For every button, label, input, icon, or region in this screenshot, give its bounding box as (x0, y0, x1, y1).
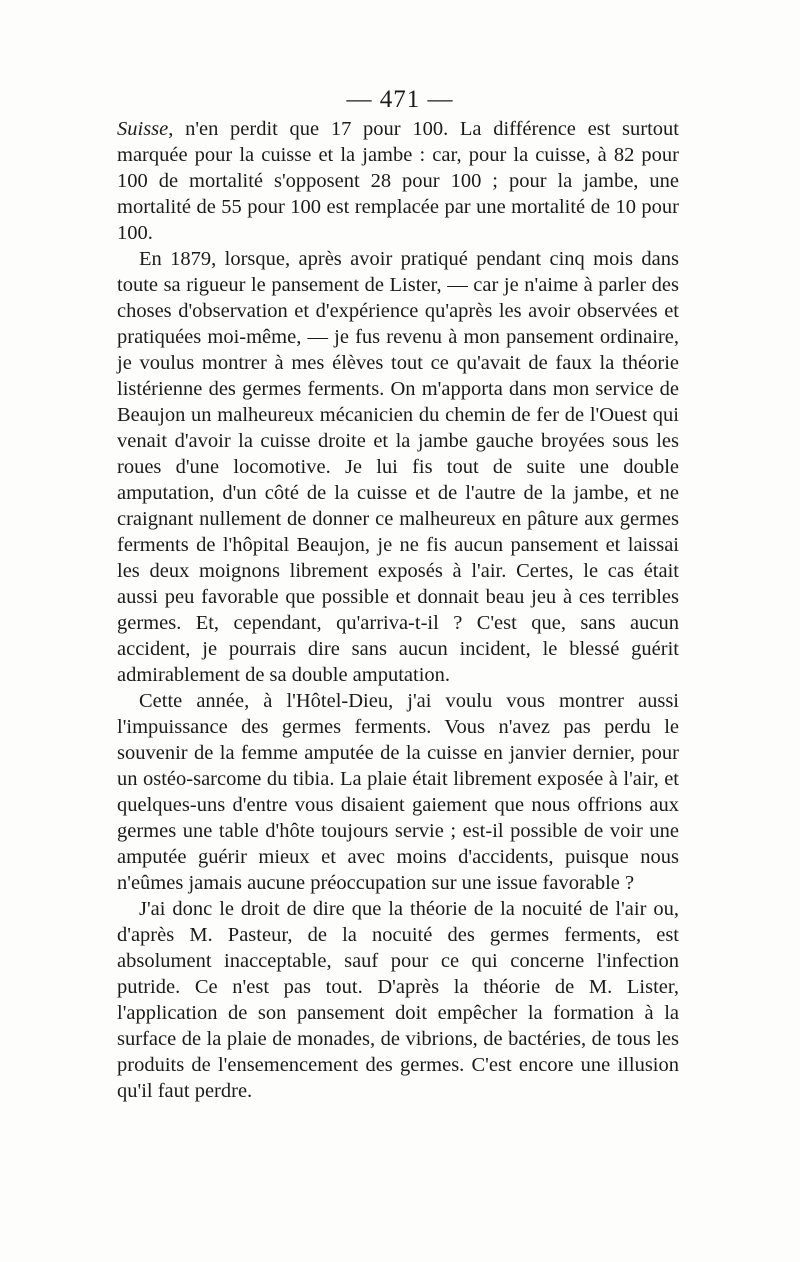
paragraph-3 (117, 688, 679, 896)
paragraph-1-text: , n'en perdit que 17 pour 100. La différence est surtout marquée pour la cuisse et la jambe : car, pour la cuisse, à 82 pour 100 de mortalité s'opposent 28 pour 100 ; pour la jambe, une mortalité de 55 pour 100 est remplacée par une mortalité de 10 pour 100. (117, 118, 679, 244)
paragraph-1 (117, 116, 679, 246)
body-text (117, 116, 679, 1104)
paragraph-1-italic-lead: Suisse (117, 118, 169, 140)
paragraph-4 (117, 896, 679, 1104)
paragraph-4-text: J'ai donc le droit de dire que la théorie de la nocuité de l'air ou, d'après M. Pasteur, de la nocuité des germes ferments, est absolument inacceptable, sauf pour ce qui concerne l'infection putride. Ce n'est pas tout. D'après la théorie de M. Lister, l'application de son pansement doit empêcher la formation à la surface de la plaie de monades, de vibrions, de bactéries, de tous les produits de l'ensemencement des germes. C'est encore une illusion qu'il faut perdre. (117, 898, 679, 1102)
page-number: — 471 — (346, 86, 454, 113)
paragraph-2 (117, 246, 679, 688)
paragraph-3-text: Cette année, à l'Hôtel-Dieu, j'ai voulu vous montrer aussi l'impuissance des germes ferments. Vous n'avez pas perdu le souvenir de la femme amputée de la cuisse en janvier dernier, pour un ostéo-sarcome du tibia. La plaie était librement exposée à l'air, et quelques-uns d'entre vous disaient gaiement que nous offrions aux germes une table d'hôte toujours servie ; est-il possible de voir une amputée guérir mieux et avec moins d'accidents, puisque nous n'eûmes jamais aucune préoccupation sur une issue favorable ? (117, 690, 679, 894)
paragraph-2-text: En 1879, lorsque, après avoir pratiqué pendant cinq mois dans toute sa rigueur le pansement de Lister, — car je n'aime à parler des choses d'observation et d'expérience qu'après les avoir observées et pratiquées moi-même, — je fus revenu à mon pansement ordinaire, je voulus montrer à mes élèves tout ce qu'avait de faux la théorie listérienne des germes ferments. On m'apporta dans mon service de Beaujon un malheureux mécanicien du chemin de fer de l'Ouest qui venait d'avoir la cuisse droite et la jambe gauche broyées sous les roues d'une locomotive. Je lui fis tout de suite une double amputation, d'un côté de la cuisse et de l'autre de la jambe, et ne craignant nullement de donner ce malheureux en pâture aux germes ferments de l'hôpital Beaujon, je ne fis aucun pansement et laissai les deux moignons librement exposés à l'air. Certes, le cas était aussi peu favorable que possible et donnait beau jeu à ces terribles germes. Et, cependant, qu'arriva-t-il ? C'est que, sans aucun accident, je pourrais dire sans aucun incident, le blessé guérit admirablement de sa double amputation. (117, 248, 679, 686)
